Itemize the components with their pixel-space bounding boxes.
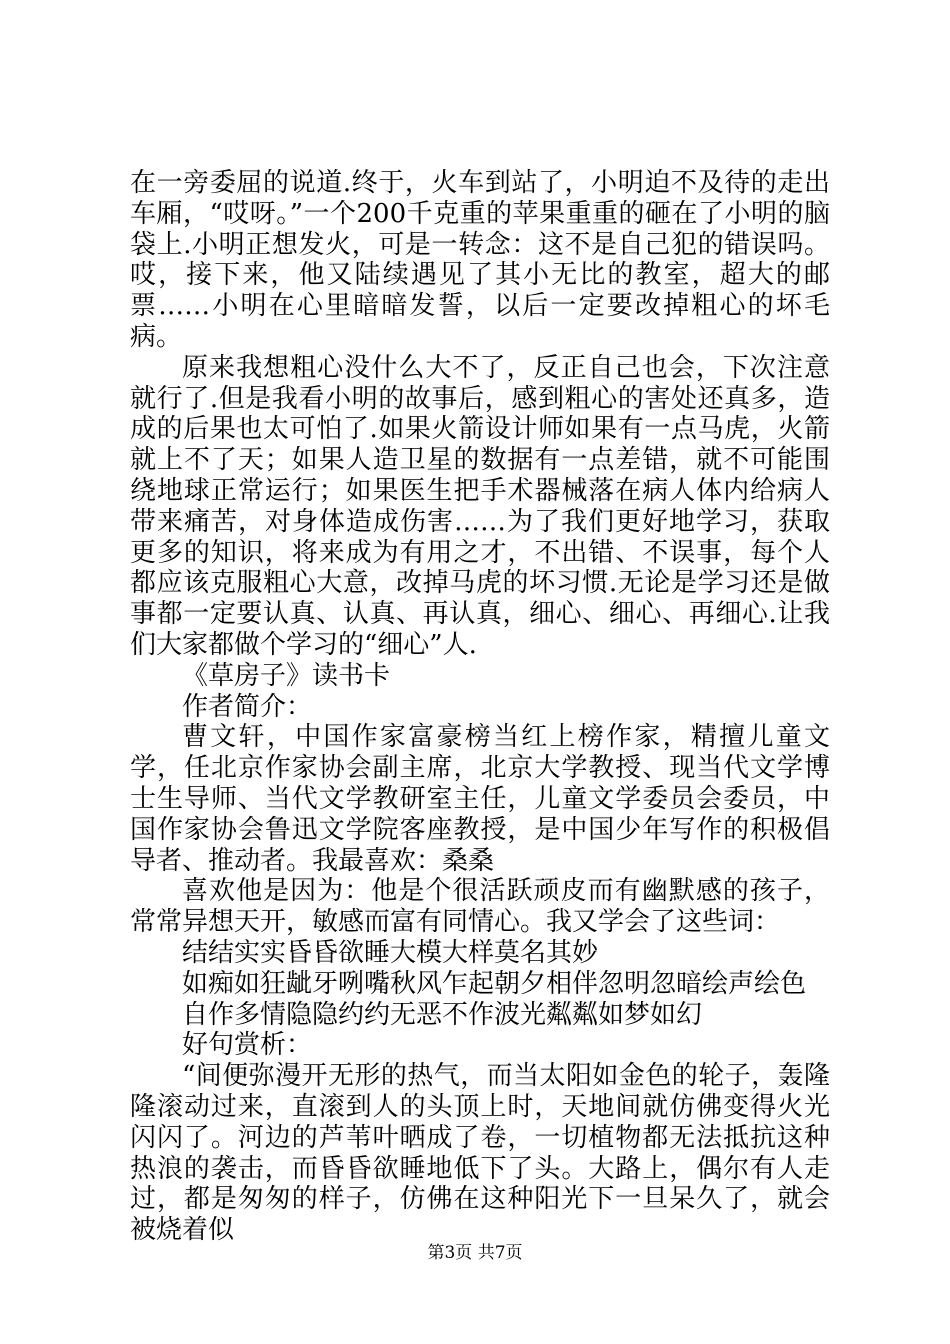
heading-good-sentences: 好句赏析：: [182, 1030, 313, 1061]
document-body: [130, 168, 830, 1246]
page-number-footer: 第3页 共7页: [427, 1243, 523, 1263]
word-list-line-3: 自作多情隐隐约约无恶不作波光粼粼如梦如幻: [182, 999, 703, 1030]
word-list-line-2: 如痴如狂龇牙咧嘴秋风乍起朝夕相伴忽明忽暗绘声绘色: [182, 968, 807, 999]
paragraph-story-end: 在一旁委屈的说道.终于，火车到站了，小明迫不及待的走出车厢，“哎呀。”一个200千克重的苹果重重的砸在了小明的脑袋上.小明正想发火，可是一转念：这不是自己犯的错误吗。哎，接下来，他又陆续遇见了其小无比的教室，超大的邮票……小明在心里暗暗发誓，以后一定要改掉粗心的坏毛病。: [130, 168, 830, 352]
paragraph-quote: “间便弥漫开无形的热气，而当太阳如金色的轮子，轰隆隆滚动过来，直滚到人的头顶上时，天地间就仿佛变得火光闪闪了。河边的芦苇叶晒成了卷，一切植物都无法抵抗这种热浪的袭击，而昏昏欲睡地低下了头。大路上，偶尔有人走过，都是匆匆的样子，仿佛在这种阳光下一旦呆久了，就会被烧着似: [130, 1061, 830, 1246]
word-list-line-1: 结结实实昏昏欲睡大模大样莫名其妙: [182, 937, 599, 968]
heading-reading-card: 《草房子》读书卡: [182, 660, 391, 691]
paragraph-author-bio: 曹文轩，中国作家富豪榜当红上榜作家，精擅儿童文学，任北京作家协会副主席，北京大学教授、现当代文学博士生导师、当代文学教研室主任，儿童文学委员会委员，中国作家协会鲁迅文学院客座教授，是中国少年写作的积极倡导者、推动者。我最喜欢：桑桑: [130, 722, 830, 876]
paragraph-favorite-reason: 喜欢他是因为：他是个很活跃顽皮而有幽默感的孩子，常常异想天开，敏感而富有同情心。我又学会了这些词：: [130, 876, 830, 938]
paragraph-reflection: 原来我想粗心没什么大不了，反正自己也会，下次注意就行了.但是我看小明的故事后，感到粗心的害处还真多，造成的后果也太可怕了.如果火箭设计师如果有一点马虎，火箭就上不了天；如果人造卫星的数据有一点差错，就不可能围绕地球正常运行；如果医生把手术器械落在病人体内给病人带来痛苦，对身体造成伤害……为了我们更好地学习，获取更多的知识，将来成为有用之才，不出错、不误事，每个人都应该克服粗心大意，改掉马虎的坏习惯.无论是学习还是做事都一定要认真、认真、再认真，细心、细心、再细心.让我们大家都做个学习的“细心”人.: [130, 352, 830, 660]
heading-author-intro: 作者简介：: [182, 691, 313, 722]
